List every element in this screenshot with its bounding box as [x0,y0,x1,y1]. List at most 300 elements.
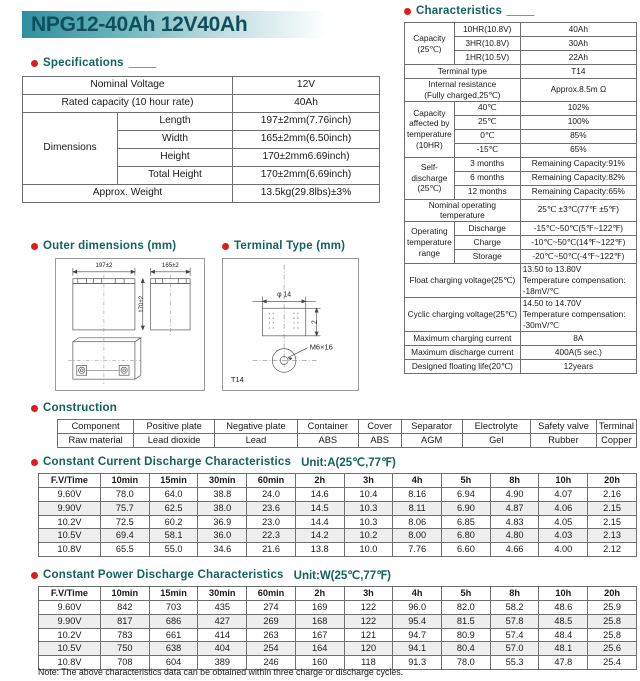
capacity-value: 22Ah [520,51,636,65]
data-cell: 94.7 [393,628,442,642]
cap-temp-value: 102% [520,101,636,115]
section-label: Outer dimensions (mm) [43,240,177,252]
data-cell: 10.0 [344,543,393,557]
bullet-icon [31,60,38,67]
self-discharge-line1: Self-discharge [411,161,448,183]
table-row [39,543,637,557]
terminal-thickness-label: 2 [311,320,319,324]
data-cell: 4.80 [490,529,539,543]
table-row [405,65,637,79]
column-header: 60min [247,474,296,488]
cap-temp-line1: Capacity [413,107,446,118]
data-cell: 404 [198,642,247,656]
data-cell: 638 [149,642,198,656]
data-cell: 91.3 [393,656,442,670]
column-header: 4h [393,587,442,601]
cap-temp-line2: affected by [409,118,450,129]
operating-temp-range-label [405,222,455,264]
terminal-diameter-label: φ 14 [277,291,292,299]
section-label: Constant Current Discharge Characteristics [43,456,292,468]
self-discharge-sub: 6 months [454,171,520,185]
max-discharge-current-label: Maximum discharge current [405,346,521,360]
capacity-temperature-label [405,101,455,157]
dimension-label: Height [118,149,233,167]
column-header: F.V/Time [39,587,101,601]
data-cell: 263 [247,628,296,642]
data-cell: 414 [198,628,247,642]
constr-header: Electrolyte [462,420,530,434]
op-temp-sub: Discharge [454,222,520,236]
header-rule [128,59,163,68]
dimension-label: Width [118,131,233,149]
section-header-characteristics [404,5,534,17]
data-cell: 164 [295,642,344,656]
data-cell: 254 [247,642,296,656]
constr-value: ABS [297,433,358,447]
data-cell: 38.0 [198,501,247,515]
dimension-value: 170±2mm6.69inch) [233,149,380,167]
specifications-table [22,76,380,203]
data-cell: 4.07 [539,487,588,501]
product-title: NPG12-40Ah 12V40Ah [31,13,248,36]
op-temp-line2: temperature [407,237,452,248]
data-cell: 14.2 [295,529,344,543]
cyclic-line3: -30mV/℃ [522,320,559,331]
data-cell: 25.9 [588,600,637,614]
table-row [405,222,637,236]
cyclic-line1: 14.50 to 14.70V [522,298,582,309]
data-cell: 78.0 [100,487,149,501]
bullet-icon [31,572,38,579]
data-cell: 23.0 [247,515,296,529]
data-cell: 168 [295,614,344,628]
constr-header: Positive plate [134,420,215,434]
data-cell: 24.0 [247,487,296,501]
column-header: 10h [539,474,588,488]
data-cell: 81.5 [442,614,491,628]
data-cell: 48.5 [539,614,588,628]
data-cell: 4.66 [490,543,539,557]
float-charging-label: Float charging voltage(25℃) [405,264,521,298]
op-temp-line3: range [418,248,440,259]
table-row [405,79,637,102]
terminal-type-diagram [222,258,359,391]
data-cell: 6.80 [442,529,491,543]
section-label: Specifications [43,57,124,69]
data-cell: 72.5 [100,515,149,529]
self-discharge-label [405,157,455,199]
floating-life-label: Designed floating life(20℃) [405,360,521,374]
data-cell: 69.4 [100,529,149,543]
data-cell: 4.83 [490,515,539,529]
internal-resistance-line2: (Fully charged,25℃) [424,89,501,100]
data-cell: 2.13 [588,529,637,543]
table-row [23,113,380,131]
data-cell: 95.4 [393,614,442,628]
nominal-operating-temp-label [405,199,521,222]
capacity-value: 40Ah [520,23,636,37]
capacity-label [405,23,455,65]
data-cell: 817 [100,614,149,628]
column-header: 8h [490,474,539,488]
bullet-icon [31,405,38,412]
data-cell: 783 [100,628,149,642]
dim-length: 197±2 [95,261,113,269]
cap-temp-sub: -15℃ [454,143,520,157]
data-cell: 118 [344,656,393,670]
float-line1: 13.50 to 13.80V [522,264,582,275]
constr-header: Terminal [596,420,636,434]
data-cell: 58.1 [149,529,198,543]
table-row [39,628,637,642]
data-cell: 122 [344,600,393,614]
self-discharge-line2: (25℃) [417,183,442,194]
constant-power-discharge-table [38,586,637,670]
bullet-icon [404,8,411,15]
bullet-icon [31,459,38,466]
data-cell: 10.3 [344,515,393,529]
column-header: 5h [442,474,491,488]
float-charging-value [520,264,636,298]
section-label: Characteristics [416,5,503,17]
data-cell: 22.3 [247,529,296,543]
data-cell: 389 [198,656,247,670]
internal-resistance-line1: Internal resistance [428,79,497,89]
data-cell: 7.76 [393,543,442,557]
table-row [39,614,637,628]
max-discharge-current-value: 400A(5 sec.) [520,346,636,360]
data-cell: 8.06 [393,515,442,529]
data-cell: 8.11 [393,501,442,515]
column-header: 3h [344,474,393,488]
cap-temp-sub: 40℃ [454,101,520,115]
section-header-constant-current [31,455,396,469]
spec-value: 12V [233,77,380,95]
table-row [23,95,380,113]
data-cell: 78.0 [442,656,491,670]
data-cell: 25.8 [588,614,637,628]
data-cell: 47.8 [539,656,588,670]
data-cell: 23.6 [247,501,296,515]
data-cell: 75.7 [100,501,149,515]
terminal-screw-label: M6×16 [309,342,333,352]
data-cell: 96.0 [393,600,442,614]
data-cell: 36.0 [198,529,247,543]
dimension-value: 197±2mm(7.76inch) [233,113,380,131]
data-cell: 120 [344,642,393,656]
constr-header: Safety valve [531,420,597,434]
data-cell: 80.4 [442,642,491,656]
capacity-sub: 10HR(10.8V) [454,23,520,37]
data-cell: 14.6 [295,487,344,501]
section-header-outer-dimensions [31,240,176,252]
op-temp-value: -15℃~50℃(5℉~122℉) [520,222,636,236]
data-cell: 427 [198,614,247,628]
data-cell: 269 [247,614,296,628]
data-cell: 4.00 [539,543,588,557]
constr-header: Cover [358,420,401,434]
data-cell: 4.03 [539,529,588,543]
data-cell: 842 [100,600,149,614]
terminal-type-label: Terminal type [405,65,521,79]
constr-value: Copper [596,433,636,447]
self-discharge-sub: 12 months [454,185,520,199]
table-row [405,23,637,37]
column-header: 20h [588,587,637,601]
table-row [58,433,637,447]
data-cell: 25.6 [588,642,637,656]
table-row [39,501,637,515]
row-label: 9.90V [39,501,101,515]
outer-dimensions-diagram [55,258,205,391]
constr-value: Lead dioxide [134,433,215,447]
spec-label: Rated capacity (10 hour rate) [23,95,233,113]
data-cell: 8.00 [393,529,442,543]
cyclic-charging-value [520,298,636,332]
row-label: 10.2V [39,628,101,642]
table-row [39,600,637,614]
section-header-terminal-type [222,240,345,252]
data-cell: 703 [149,600,198,614]
nominal-operating-temp-value: 25℃ ±3℃(77℉ ±5℉) [520,199,636,222]
column-header: 15min [149,474,198,488]
table-row [23,77,380,95]
section-header-construction [31,402,117,414]
data-cell: 6.85 [442,515,491,529]
cap-temp-value: 65% [520,143,636,157]
data-cell: 25.8 [588,628,637,642]
dimension-value: 170±2mm(6.69inch) [233,167,380,185]
row-label: 10.5V [39,529,101,543]
table-row [39,642,637,656]
op-temp-sub: Storage [454,250,520,264]
table-row [405,199,637,222]
data-cell: 10.2 [344,529,393,543]
data-cell: 2.16 [588,487,637,501]
row-label: 10.2V [39,515,101,529]
dimension-label: Total Height [118,167,233,185]
footnote: Note: The above characteristics data can be obtained within three charge or discharge cycles. [38,667,404,677]
data-cell: 604 [149,656,198,670]
cyclic-charging-label: Cyclic charging voltage(25℃) [405,298,521,332]
self-discharge-sub: 3 months [454,157,520,171]
data-cell: 6.60 [442,543,491,557]
table-header-row [39,587,637,601]
data-cell: 94.1 [393,642,442,656]
capacity-value: 30Ah [520,37,636,51]
data-cell: 64.0 [149,487,198,501]
data-cell: 60.2 [149,515,198,529]
data-cell: 4.06 [539,501,588,515]
data-cell: 55.3 [490,656,539,670]
spec-value: 40Ah [233,95,380,113]
constr-value: Raw material [58,433,134,447]
data-cell: 4.90 [490,487,539,501]
max-charging-current-value: 8A [520,332,636,346]
header-rule [506,7,541,16]
table-row [405,360,637,374]
table-header-row [39,474,637,488]
float-line2: Temperature compensation: [522,275,626,286]
capacity-sub: 3HR(10.8V) [454,37,520,51]
constant-current-discharge-table [38,473,637,557]
capacity-label-line1: Capacity [413,32,446,43]
terminal-type-label: T14 [230,375,244,385]
column-header: 10h [539,587,588,601]
data-cell: 4.87 [490,501,539,515]
column-header: 15min [149,587,198,601]
table-row [405,101,637,115]
table-row [58,420,637,434]
data-cell: 57.8 [490,614,539,628]
data-cell: 435 [198,600,247,614]
op-temp-sub: Charge [454,236,520,250]
data-cell: 661 [149,628,198,642]
product-title-banner [22,11,340,38]
column-header: 10min [100,474,149,488]
data-cell: 122 [344,614,393,628]
section-header-constant-power [31,568,391,582]
row-label: 9.90V [39,614,101,628]
data-cell: 160 [295,656,344,670]
internal-resistance-value: Approx.8.5m Ω [520,79,636,102]
section-label: Constant Power Discharge Characteristics [43,569,284,581]
data-cell: 55.0 [149,543,198,557]
table-row [405,346,637,360]
data-cell: 57.4 [490,628,539,642]
column-header: F.V/Time [39,474,101,488]
cap-temp-sub: 0℃ [454,129,520,143]
column-header: 2h [295,474,344,488]
data-cell: 10.3 [344,501,393,515]
floating-life-value: 12years [520,360,636,374]
self-discharge-value: Remaining Capacity:65% [520,185,636,199]
data-cell: 708 [100,656,149,670]
op-temp-line1: Operating [411,226,448,237]
data-cell: 65.5 [100,543,149,557]
column-header: 5h [442,587,491,601]
column-header: 60min [247,587,296,601]
op-temp-value: -20℃~50℃(-4℉~122℉) [520,250,636,264]
data-cell: 34.6 [198,543,247,557]
constr-value: AGM [401,433,462,447]
table-row [405,264,637,298]
constr-header: Separator [401,420,462,434]
data-cell: 21.6 [247,543,296,557]
constr-value: Gel [462,433,530,447]
constr-value: Lead [215,433,298,447]
column-header: 2h [295,587,344,601]
characteristics-table [404,22,637,374]
capacity-sub: 1HR(10.5V) [454,51,520,65]
nominal-temp-line2: temperature [440,210,485,221]
table-row [405,298,637,332]
construction-table [57,419,637,448]
op-temp-value: -10℃~50℃(14℉~122℉) [520,236,636,250]
data-cell: 48.1 [539,642,588,656]
table-row [405,332,637,346]
self-discharge-value: Remaining Capacity:82% [520,171,636,185]
data-cell: 2.12 [588,543,637,557]
weight-label: Approx. Weight [23,185,233,203]
internal-resistance-label [405,79,521,102]
column-header: 3h [344,587,393,601]
data-cell: 48.6 [539,600,588,614]
column-header: 30min [198,474,247,488]
capacity-label-line2: (25℃) [417,43,442,54]
data-cell: 48.4 [539,628,588,642]
column-header: 10min [100,587,149,601]
data-cell: 121 [344,628,393,642]
row-label: 10.8V [39,543,101,557]
constr-header: Negative plate [215,420,298,434]
dimension-label: Length [118,113,233,131]
data-cell: 2.15 [588,501,637,515]
row-label: 9.60V [39,600,101,614]
nominal-temp-line1: Nominal operating [428,199,497,210]
data-cell: 2.15 [588,515,637,529]
dimensions-label: Dimensions [23,113,118,185]
self-discharge-value: Remaining Capacity:91% [520,157,636,171]
data-cell: 167 [295,628,344,642]
data-cell: 6.94 [442,487,491,501]
data-cell: 6.90 [442,501,491,515]
row-label: 10.5V [39,642,101,656]
data-cell: 13.8 [295,543,344,557]
table-row [39,515,637,529]
section-header-specifications [31,57,156,69]
spec-label: Nominal Voltage [23,77,233,95]
max-charging-current-label: Maximum charging current [405,332,521,346]
section-unit: Unit:A(25℃,77℉) [301,457,396,469]
cap-temp-line4: (10HR) [415,139,443,150]
constr-value: ABS [358,433,401,447]
cyclic-line2: Temperature compensation: [522,309,626,320]
data-cell: 38.8 [198,487,247,501]
constr-header: Component [58,420,134,434]
cap-temp-line3: temperature [407,129,452,140]
data-cell: 80.9 [442,628,491,642]
bullet-icon [31,243,38,250]
data-cell: 25.4 [588,656,637,670]
data-cell: 4.05 [539,515,588,529]
data-cell: 274 [247,600,296,614]
data-cell: 750 [100,642,149,656]
cap-temp-sub: 25℃ [454,115,520,129]
table-row [405,157,637,171]
data-cell: 14.4 [295,515,344,529]
table-row [39,529,637,543]
dim-height: 170±2 [137,295,145,313]
column-header: 8h [490,587,539,601]
section-unit: Unit:W(25℃,77℉) [293,570,391,582]
data-cell: 82.0 [442,600,491,614]
column-header: 30min [198,587,247,601]
cap-temp-value: 85% [520,129,636,143]
data-cell: 169 [295,600,344,614]
section-label: Terminal Type (mm) [234,240,346,252]
table-row [23,185,380,203]
bullet-icon [222,243,229,250]
row-label: 9.60V [39,487,101,501]
dimension-value: 165±2mm(6.50inch) [233,131,380,149]
data-cell: 14.5 [295,501,344,515]
data-cell: 10.4 [344,487,393,501]
constr-header: Container [297,420,358,434]
table-row [39,487,637,501]
terminal-type-value: T14 [520,65,636,79]
cap-temp-value: 100% [520,115,636,129]
